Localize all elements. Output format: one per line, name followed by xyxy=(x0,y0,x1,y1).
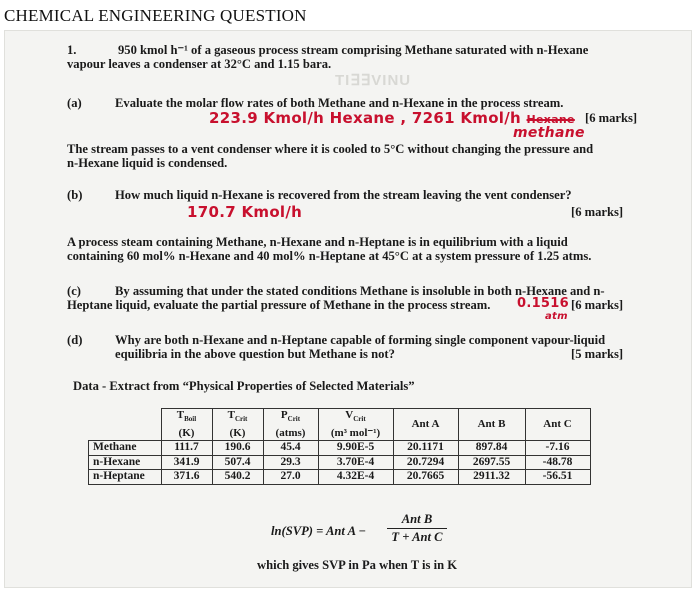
col-header-unit: (m³ mol⁻¹) xyxy=(330,426,381,439)
part-c-answer: 0.1516 xyxy=(517,296,569,311)
bleed-through-text: TI∃∃VINU xyxy=(335,72,412,89)
antoine-formula-lhs: ln(SVP) = Ant A − xyxy=(271,524,367,538)
row-name: n-Hexane xyxy=(89,455,162,470)
col-header-main: T xyxy=(227,409,235,421)
table-cell: 20.7665 xyxy=(393,470,458,485)
table-cell: 29.3 xyxy=(263,455,318,470)
table-cell: 4.32E-4 xyxy=(318,470,393,485)
col-header-sub: Crit xyxy=(353,415,366,424)
part-c-label: (c) xyxy=(67,284,81,298)
table-cell: 897.84 xyxy=(458,441,525,456)
question-intro-line1: 950 kmol h⁻¹ of a gaseous process stream comprising Methane saturated with n-Hexane xyxy=(118,43,589,57)
antoine-formula-denominator: T + Ant C xyxy=(391,530,443,544)
table-cell: 341.9 xyxy=(161,455,212,470)
table-cell: 3.70E-4 xyxy=(318,455,393,470)
part-a-answer-methane: methane xyxy=(513,125,585,141)
part-d-line1: Why are both n-Hexane and n-Heptane capable of forming single component vapour-liquid xyxy=(115,333,606,347)
part-a-answer-main: 223.9 Kmol/h Hexane , 7261 Kmol/h xyxy=(209,109,521,127)
table-cell: 2911.32 xyxy=(458,470,525,485)
col-header-unit: (atms) xyxy=(275,426,306,439)
table-cell: 20.1171 xyxy=(393,441,458,456)
table-cell: 540.2 xyxy=(212,470,263,485)
table-cell: 190.6 xyxy=(212,441,263,456)
table-corner-cell xyxy=(89,409,162,441)
table-cell: 9.90E-5 xyxy=(318,441,393,456)
col-header-ant-c: Ant C xyxy=(525,409,590,441)
part-c-line2: Heptane liquid, evaluate the partial pressure of Methane in the process stream. xyxy=(67,298,491,312)
part-c-answer-unit: atm xyxy=(545,311,568,322)
part-d-label: (d) xyxy=(67,333,83,347)
table-cell: 371.6 xyxy=(161,470,212,485)
steam-line1: A process steam containing Methane, n-Hexane and n-Heptane is in equilibrium with a liquid xyxy=(67,235,568,249)
vent-line2: n-Hexane liquid is condensed. xyxy=(67,156,228,170)
part-b-text: How much liquid n-Hexane is recovered from the stream leaving the vent condenser? xyxy=(115,188,572,202)
col-header-tcrit xyxy=(212,409,263,441)
row-name: n-Heptane xyxy=(89,470,162,485)
table-cell: 507.4 xyxy=(212,455,263,470)
part-b-answer: 170.7 Kmol/h xyxy=(187,203,303,221)
col-header-unit: (K) xyxy=(229,426,246,439)
data-heading: Data - Extract from “Physical Properties of Selected Materials” xyxy=(73,379,415,393)
part-a-label: (a) xyxy=(67,96,82,110)
col-header-pcrit xyxy=(263,409,318,441)
table-row xyxy=(89,470,591,485)
formula-footnote: which gives SVP in Pa when T is in K xyxy=(257,558,458,572)
col-header-tboil xyxy=(161,409,212,441)
row-name: Methane xyxy=(89,441,162,456)
table-cell: 111.7 xyxy=(161,441,212,456)
col-header-sub: Crit xyxy=(234,415,248,424)
page-title: CHEMICAL ENGINEERING QUESTION xyxy=(4,6,307,25)
properties-table xyxy=(88,408,591,485)
question-number: 1. xyxy=(67,43,77,57)
steam-line2: containing 60 mol% n-Hexane and 40 mol% n-Heptane at 45°C at a system pressure of 1.25 atms. xyxy=(67,249,592,263)
col-header-main: T xyxy=(176,409,185,421)
table-cell: 27.0 xyxy=(263,470,318,485)
table-header-row xyxy=(89,409,591,441)
antoine-formula-fraction-bar xyxy=(387,528,447,529)
part-a-marks: [6 marks] xyxy=(585,111,638,125)
part-c-line1: By assuming that under the stated conditions Methane is insoluble in both n-Hexane and n- xyxy=(115,284,605,298)
table-cell: 2697.55 xyxy=(458,455,525,470)
col-header-main: V xyxy=(345,409,354,421)
part-b-label: (b) xyxy=(67,188,83,202)
part-b-marks: [6 marks] xyxy=(571,205,624,219)
col-header-unit: (K) xyxy=(178,426,195,439)
table-cell: -48.78 xyxy=(525,455,590,470)
question-intro-line2: vapour leaves a condenser at 32°C and 1.15 bara. xyxy=(67,57,332,71)
col-header-sub: Crit xyxy=(287,415,301,424)
antoine-formula-numerator: Ant B xyxy=(401,512,433,526)
col-header-sub: Boil xyxy=(184,415,197,424)
col-header-ant-a: Ant A xyxy=(393,409,458,441)
col-header-main: P xyxy=(280,409,288,421)
table-cell: 45.4 xyxy=(263,441,318,456)
part-a-answer-struck: Hexane xyxy=(526,113,575,126)
question-sheet xyxy=(4,30,692,588)
part-d-line2: equilibria in the above question but Methane is not? xyxy=(115,347,395,361)
part-c-marks: [6 marks] xyxy=(571,298,624,312)
vent-line1: The stream passes to a vent condenser where it is cooled to 5°C without changing the pressure and xyxy=(67,142,594,156)
table-cell: -7.16 xyxy=(525,441,590,456)
part-d-marks: [5 marks] xyxy=(571,347,624,361)
table-row xyxy=(89,455,591,470)
table-cell: 20.7294 xyxy=(393,455,458,470)
table-row xyxy=(89,441,591,456)
part-a-text: Evaluate the molar flow rates of both Methane and n-Hexane in the process stream. xyxy=(115,96,564,110)
col-header-vcrit xyxy=(318,409,393,441)
col-header-ant-b: Ant B xyxy=(458,409,525,441)
table-cell: -56.51 xyxy=(525,470,590,485)
